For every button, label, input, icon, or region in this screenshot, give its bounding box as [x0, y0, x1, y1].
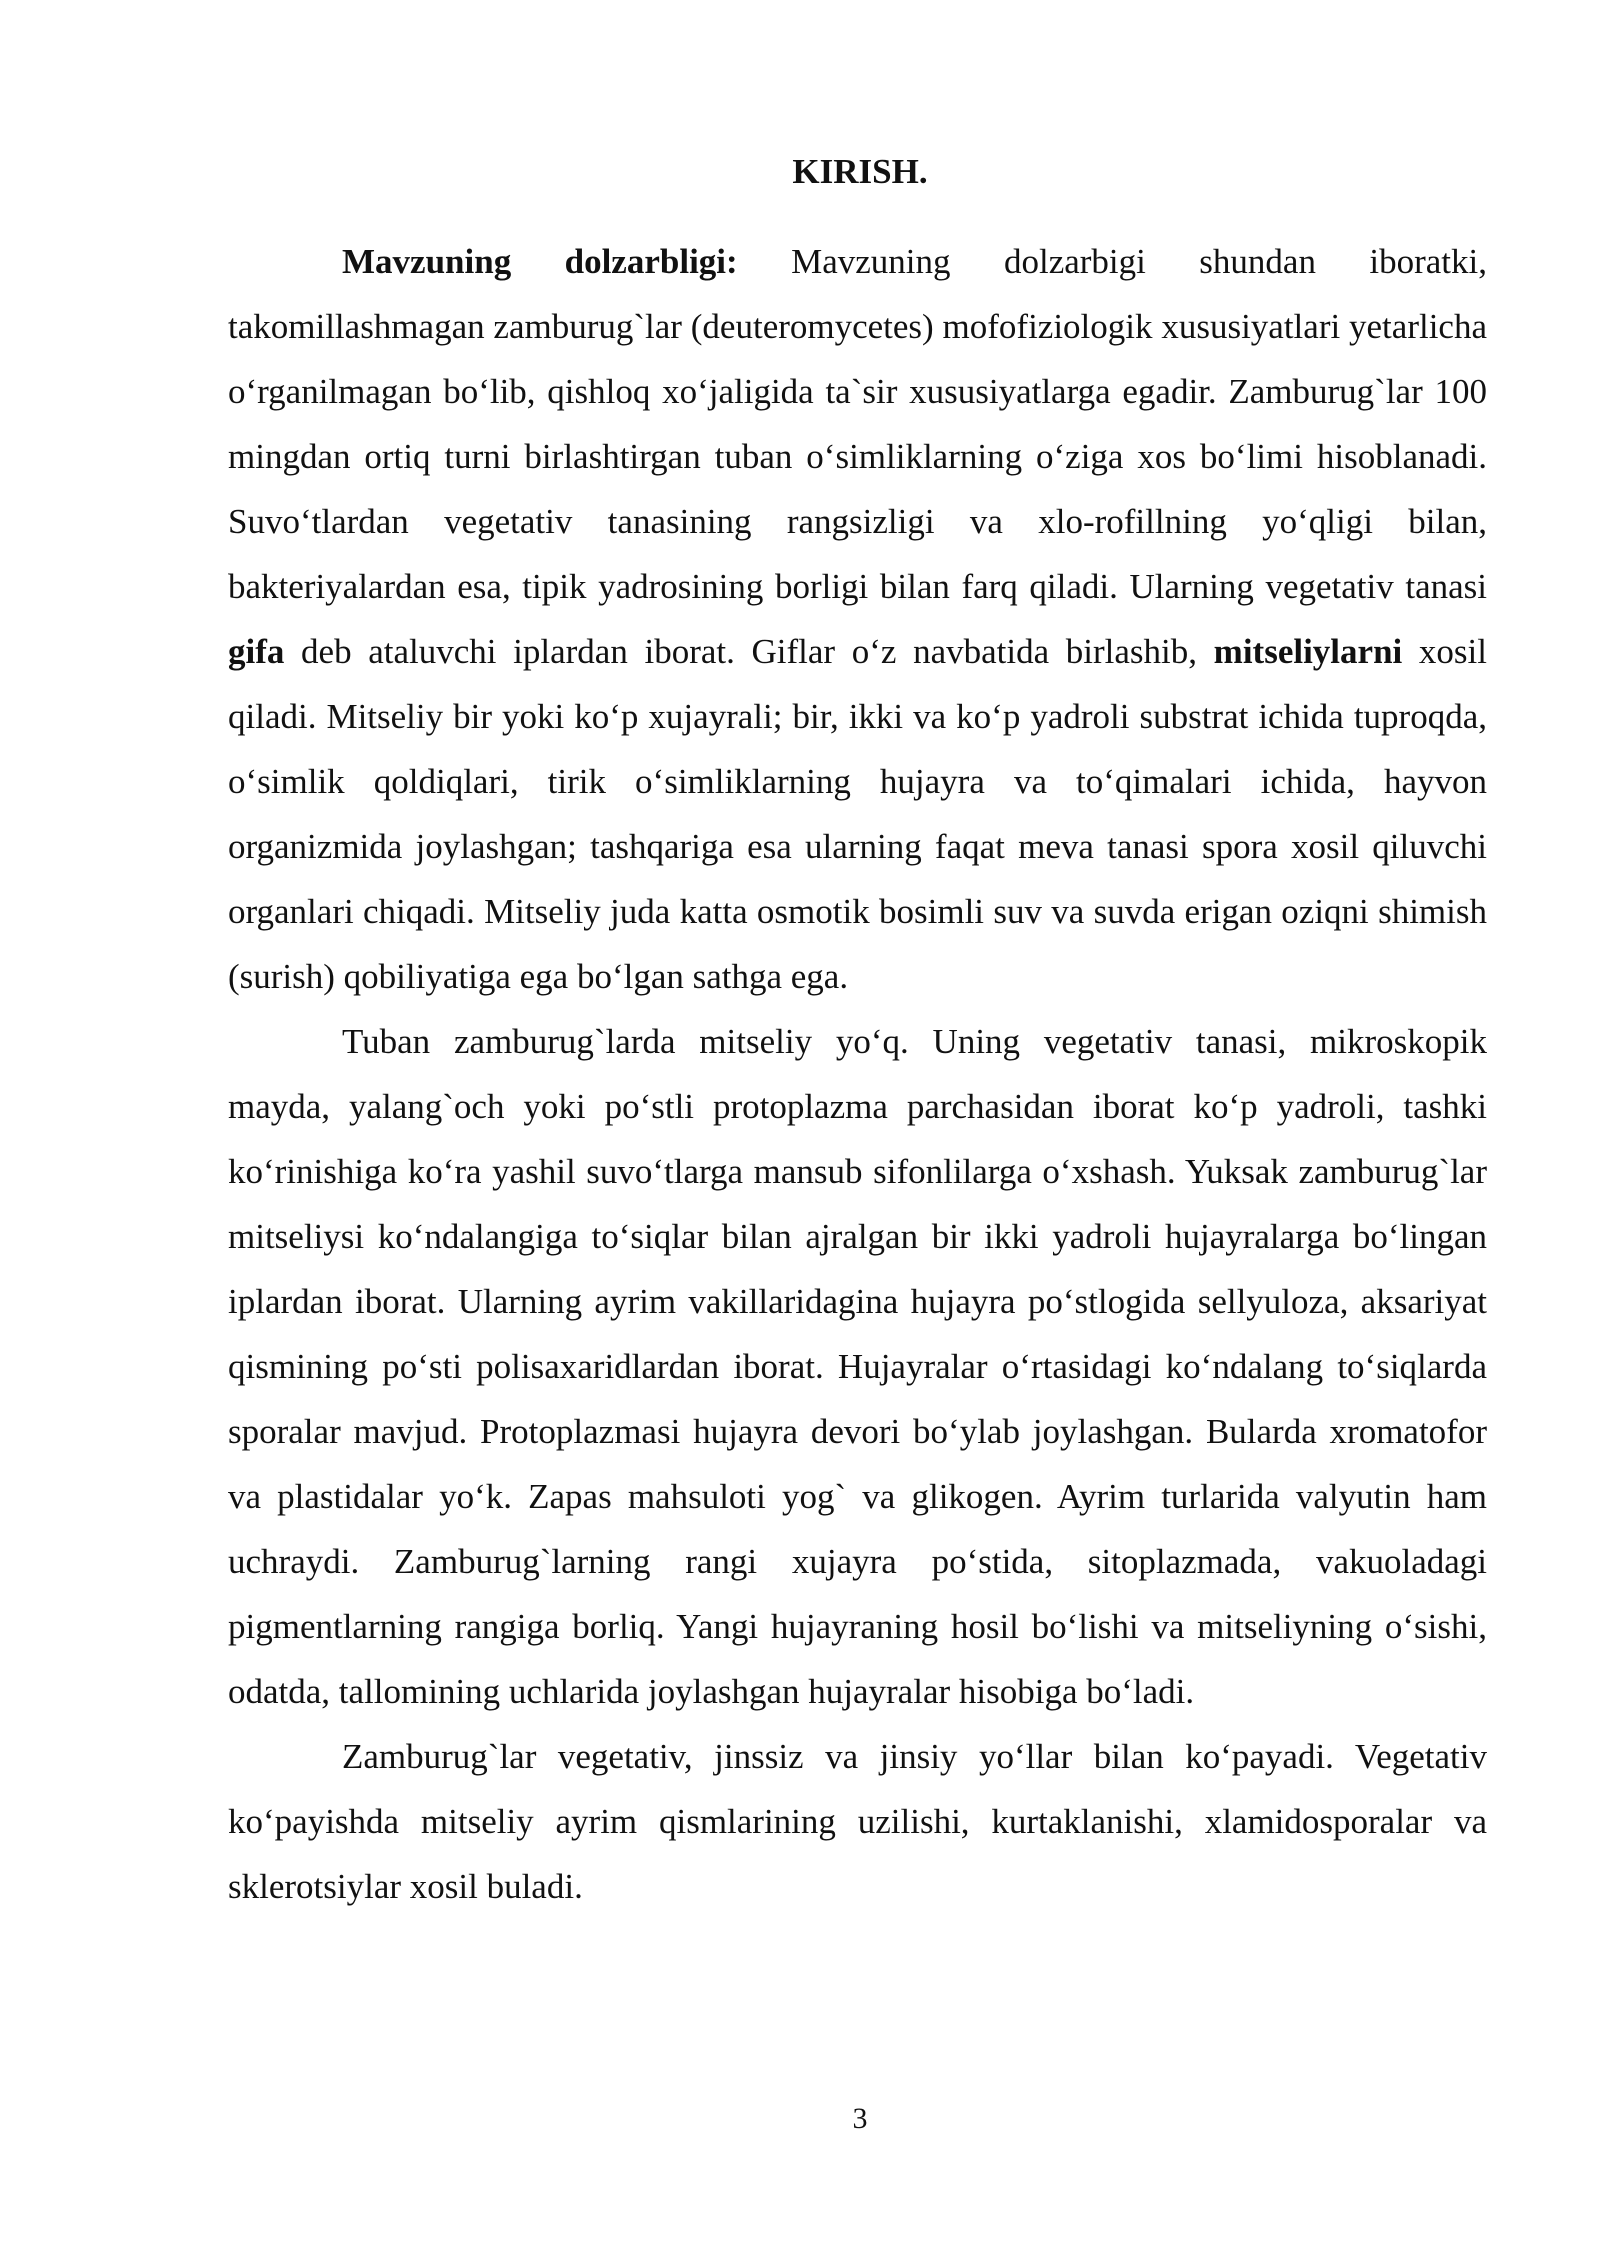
paragraph-1: [228, 229, 1487, 1009]
paragraph-2: Tuban zamburug`larda mitseliy yo‘q. Uning vegetativ tanasi, mikroskopik mayda, yalang`och yoki po‘stli protoplazma parchasidan iborat ko‘p yadroli, tashki ko‘rinishiga ko‘ra yashil suvo‘tlarga mansub sifonlilarga o‘xshash. Yuksak zamburug`lar mitseliysi ko‘ndalangiga to‘siqlar bilan ajralgan bir ikki yadroli hujayralarga bo‘lingan iplardan iborat. Ularning ayrim vakillaridagina hujayra po‘stlogida sellyuloza, aksariyat qismining po‘sti polisaxaridlardan iborat. Hujayralar o‘rtasidagi ko‘ndalang to‘siqlarda sporalar mavjud. Protoplazmasi hujayra devori bo‘ylab joylashgan. Bularda xromatofor va plastidalar yo‘k. Zapas mahsuloti yog` va glikogen. Ayrim turlarida valyutin ham uchraydi. Zamburug`larning rangi xujayra po‘stida, sitoplazmada, vakuoladagi pigmentlarning rangiga borliq. Yangi hujayraning hosil bo‘lishi va mitseliyning o‘sishi, odatda, tallomining uchlarida joylashgan hujayralar hisobiga bo‘ladi.: [228, 1022, 1487, 1711]
page-number: 3: [852, 2102, 868, 2135]
section-title: KIRISH.: [792, 152, 928, 191]
term-mitseliylarni: mitseliylarni: [1213, 632, 1403, 671]
paragraph-1-text-b: deb ataluvchi iplardan iborat. Giflar o‘z navbatida birlashib,: [284, 632, 1214, 671]
paragraph-1-text-c: xosil qiladi. Mitseliy bir yoki ko‘p xujayrali; bir, ikki va ko‘p yadroli substrat ichida tuproqda, o‘simlik qoldiqlari, tirik o‘simliklarning hujayra va to‘qimalari ichida, hayvon organizmida joylashgan; tashqariga esa ularning faqat meva tanasi spora xosil qiluvchi organlari chiqadi. Mitseliy juda katta osmotik bosimli suv va suvda erigan oziqni shimish (surish) qobiliyatiga ega bo‘lgan sathga ega.: [228, 632, 1487, 996]
paragraph-3: Zamburug`lar vegetativ, jinssiz va jinsiy yo‘llar bilan ko‘payadi. Vegetativ ko‘payishda mitseliy ayrim qismlarining uzilishi, kurtaklanishi, xlamidosporalar va sklerotsiylar xosil buladi.: [228, 1737, 1487, 1906]
body-text: [228, 229, 1487, 1919]
relevance-heading: Mavzuning dolzarbligi:: [342, 242, 738, 281]
paragraph-1-text-a: Mavzuning dolzarbigi shundan iboratki, takomillashmagan zamburug`lar (deuteromycetes) mofofiziologik xususiyatlari yetarlicha o‘rganilmagan bo‘lib, qishloq xo‘jaligida ta`sir xususiyatlarga egadir. Zamburug`lar 100 mingdan ortiq turni birlashtirgan tuban o‘simliklarning o‘ziga xos bo‘limi hisoblanadi. Suvo‘tlardan vegetativ tanasining rangsizligi va xlo-rofillning yo‘qligi bilan, bakteriyalardan esa, tipik yadrosining borligi bilan farq qiladi. Ularning vegetativ tanasi: [228, 242, 1487, 606]
term-gifa: gifa: [228, 632, 285, 671]
